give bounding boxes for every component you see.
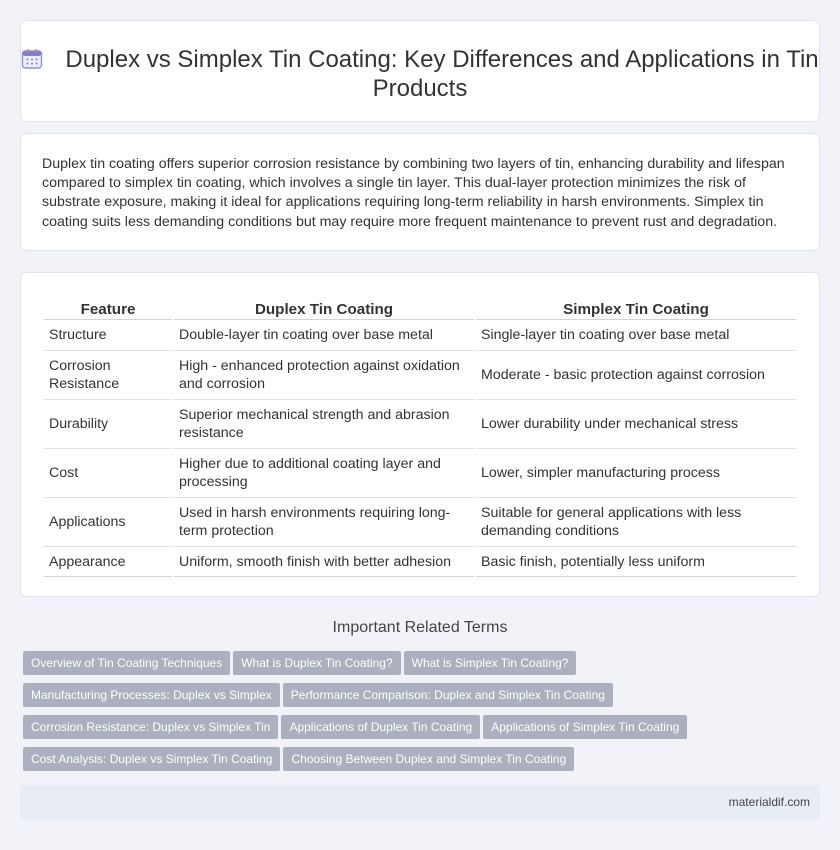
row-feature: Structure bbox=[44, 320, 172, 351]
row-feature: Applications bbox=[44, 498, 172, 547]
summary-text: Duplex tin coating offers superior corrosion resistance by combining two layers of tin, enhancing durability and lifespan compared to simplex tin coating, which involves a single tin layer. This dual-layer protection minimizes the risk of substrate exposure, making it ideal for applications requiring long-term reliability in harsh environments. Simplex tin coating suits less demanding conditions but may require more frequent maintenance to prevent rust and degradation. bbox=[42, 156, 785, 230]
row-duplex: Used in harsh environments requiring long-term protection bbox=[174, 498, 474, 547]
related-terms-list bbox=[23, 651, 813, 779]
related-terms-heading: Important Related Terms bbox=[332, 619, 508, 636]
table-row bbox=[44, 498, 796, 547]
row-feature: Appearance bbox=[44, 547, 172, 577]
summary-card bbox=[20, 133, 820, 251]
tag-row bbox=[23, 651, 813, 683]
table-row bbox=[44, 400, 796, 449]
related-term-link[interactable]: Cost Analysis: Duplex vs Simplex Tin Coating bbox=[23, 747, 280, 771]
footer bbox=[20, 785, 820, 820]
row-feature: Durability bbox=[44, 400, 172, 449]
page-title-wrapper bbox=[21, 45, 819, 103]
related-term-link[interactable]: What is Duplex Tin Coating? bbox=[233, 651, 400, 675]
related-term-link[interactable]: Applications of Duplex Tin Coating bbox=[281, 715, 480, 739]
row-simplex: Moderate - basic protection against corrosion bbox=[476, 351, 796, 400]
row-simplex: Single-layer tin coating over base metal bbox=[476, 320, 796, 351]
row-duplex: Double-layer tin coating over base metal bbox=[174, 320, 474, 351]
row-duplex: High - enhanced protection against oxidation and corrosion bbox=[174, 351, 474, 400]
table-row bbox=[44, 547, 796, 577]
row-duplex: Higher due to additional coating layer and processing bbox=[174, 449, 474, 498]
table-row bbox=[44, 320, 796, 351]
header-duplex: Duplex Tin Coating bbox=[174, 295, 474, 320]
tag-row bbox=[23, 683, 813, 715]
page-title: Duplex vs Simplex Tin Coating: Key Differences and Applications in Tin Products bbox=[65, 46, 819, 102]
tag-row bbox=[23, 715, 813, 747]
related-term-link[interactable]: Performance Comparison: Duplex and Simplex Tin Coating bbox=[283, 683, 613, 707]
header-simplex: Simplex Tin Coating bbox=[476, 295, 796, 320]
table-header-row bbox=[44, 295, 796, 320]
row-simplex: Lower durability under mechanical stress bbox=[476, 400, 796, 449]
header-feature: Feature bbox=[44, 295, 172, 320]
row-duplex: Superior mechanical strength and abrasion resistance bbox=[174, 400, 474, 449]
table-row bbox=[44, 351, 796, 400]
related-term-link[interactable]: Choosing Between Duplex and Simplex Tin Coating bbox=[283, 747, 574, 771]
related-term-link[interactable]: Corrosion Resistance: Duplex vs Simplex Tin bbox=[23, 715, 278, 739]
calendar-icon bbox=[21, 48, 43, 70]
related-term-link[interactable]: Overview of Tin Coating Techniques bbox=[23, 651, 230, 675]
related-term-link[interactable]: Manufacturing Processes: Duplex vs Simplex bbox=[23, 683, 280, 707]
tag-row bbox=[23, 747, 813, 779]
row-simplex: Basic finish, potentially less uniform bbox=[476, 547, 796, 577]
related-term-link[interactable]: Applications of Simplex Tin Coating bbox=[483, 715, 687, 739]
title-card bbox=[20, 20, 820, 122]
row-simplex: Lower, simpler manufacturing process bbox=[476, 449, 796, 498]
row-feature: Corrosion Resistance bbox=[44, 351, 172, 400]
row-feature: Cost bbox=[44, 449, 172, 498]
comparison-table bbox=[42, 295, 798, 577]
footer-site-link[interactable]: materialdif.com bbox=[728, 795, 810, 809]
table-row bbox=[44, 449, 796, 498]
related-term-link[interactable]: What is Simplex Tin Coating? bbox=[404, 651, 577, 675]
row-duplex: Uniform, smooth finish with better adhesion bbox=[174, 547, 474, 577]
comparison-table-card bbox=[20, 272, 820, 597]
row-simplex: Suitable for general applications with less demanding conditions bbox=[476, 498, 796, 547]
